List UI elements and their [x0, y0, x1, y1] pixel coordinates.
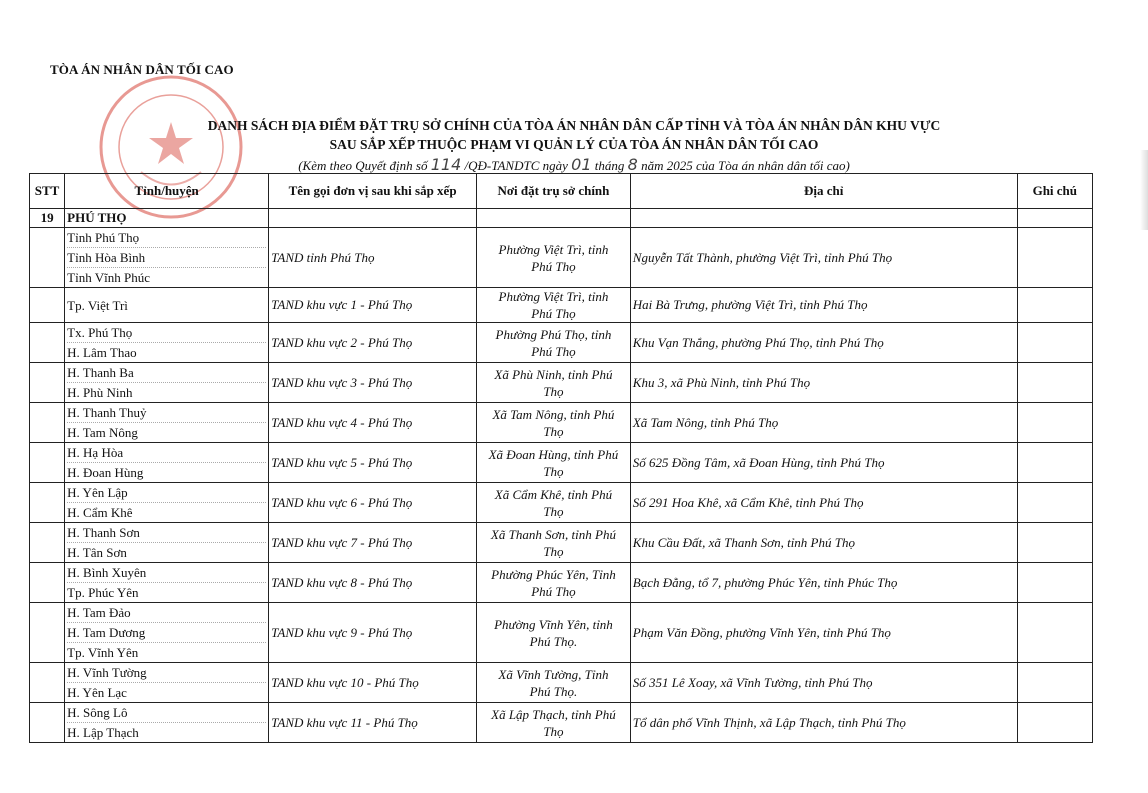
- address-cell: Tổ dân phố Vĩnh Thịnh, xã Lập Thạch, tỉnh Phú Thọ: [630, 703, 1017, 743]
- stt-cell: [30, 483, 65, 523]
- section-name: PHÚ THỌ: [65, 209, 269, 228]
- place-line: Phường Phú Thọ, tỉnh: [495, 326, 612, 342]
- header-stt: STT: [30, 174, 65, 209]
- place-line: Phú Thọ.: [529, 633, 578, 649]
- document-subtitle: (Kèm theo Quyết định số 114 /QĐ-TANDTC ngày 01 tháng 8 năm 2025 của Tòa án nhân dân tối cao): [298, 155, 850, 174]
- unit-cell: TAND khu vực 8 - Phú Thọ: [269, 563, 477, 603]
- note-cell: [1017, 443, 1092, 483]
- districts-cell: [65, 663, 269, 703]
- header-note: Ghi chú: [1017, 174, 1092, 209]
- stt-cell: [30, 563, 65, 603]
- place-line: Xã Thanh Sơn, tỉnh Phú: [490, 526, 616, 542]
- stt-cell: [30, 403, 65, 443]
- note-cell: [1017, 703, 1092, 743]
- place-line: Phường Việt Trì, tỉnh: [498, 289, 609, 304]
- district-name: Tỉnh Vĩnh Phúc: [67, 270, 150, 285]
- place-line: Phú Thọ: [531, 343, 576, 359]
- district-name: H. Lâm Thao: [67, 345, 137, 360]
- place-line: Thọ: [543, 723, 564, 739]
- handwritten-day: 01: [571, 155, 592, 174]
- unit-cell: TAND khu vực 11 - Phú Thọ: [269, 703, 477, 743]
- place-line: Thọ: [543, 383, 564, 399]
- header-province: Tỉnh/huyện: [65, 174, 269, 209]
- districts-cell: [65, 323, 269, 363]
- district-name: Tỉnh Hòa Bình: [67, 248, 266, 268]
- table-row: [30, 703, 1093, 743]
- district-name: H. Yên Lập: [67, 483, 266, 503]
- unit-cell: TAND khu vực 10 - Phú Thọ: [269, 663, 477, 703]
- district-name: Tp. Phúc Yên: [67, 585, 139, 600]
- address-cell: Hai Bà Trưng, phường Việt Trì, tỉnh Phú Thọ: [630, 288, 1017, 323]
- court-locations-table: [29, 173, 1093, 743]
- table-row: [30, 228, 1093, 288]
- place-cell: [477, 703, 631, 743]
- place-cell: [477, 603, 631, 663]
- place-cell: [477, 483, 631, 523]
- unit-cell: TAND khu vực 9 - Phú Thọ: [269, 603, 477, 663]
- document-title-line1: DANH SÁCH ĐỊA ĐIỂM ĐẶT TRỤ SỞ CHÍNH CỦA TÒA ÁN NHÂN DÂN CẤP TỈNH VÀ TÒA ÁN NHÂN DÂN KHU VỰC: [207, 118, 941, 133]
- districts-cell: [65, 523, 269, 563]
- district-name: Tỉnh Phú Thọ: [67, 228, 266, 248]
- district-name: H. Thanh Sơn: [67, 523, 266, 543]
- note-cell: [1017, 603, 1092, 663]
- place-line: Thọ: [543, 463, 564, 479]
- place-cell: [477, 563, 631, 603]
- table-row: [30, 483, 1093, 523]
- table-header-row: [30, 174, 1093, 209]
- address-cell: Phạm Văn Đồng, phường Vĩnh Yên, tỉnh Phú Thọ: [630, 603, 1017, 663]
- place-line: Phú Thọ.: [529, 683, 578, 699]
- place-line: Thọ: [543, 503, 564, 519]
- district-name: H. Đoan Hùng: [67, 465, 144, 480]
- table-row: [30, 663, 1093, 703]
- districts-cell: [65, 363, 269, 403]
- address-cell: Khu Vạn Thắng, phường Phú Thọ, tỉnh Phú Thọ: [630, 323, 1017, 363]
- stt-cell: [30, 228, 65, 288]
- note-cell: [1017, 403, 1092, 443]
- place-line: Thọ: [543, 543, 564, 559]
- place-line: Thọ: [543, 423, 564, 439]
- note-cell: [1017, 228, 1092, 288]
- note-cell: [1017, 523, 1092, 563]
- document-title-line2: SAU SẮP XẾP THUỘC PHẠM VI QUẢN LÝ CỦA TÒA ÁN NHÂN DÂN TỐI CAO: [329, 137, 819, 152]
- unit-cell: TAND khu vực 6 - Phú Thọ: [269, 483, 477, 523]
- stt-cell: [30, 523, 65, 563]
- district-name: H. Bình Xuyên: [67, 563, 266, 583]
- district-name: Tp. Việt Trì: [67, 297, 128, 313]
- section-number: 19: [30, 209, 65, 228]
- district-name: H. Phù Ninh: [67, 385, 133, 400]
- address-cell: Số 291 Hoa Khê, xã Cẩm Khê, tỉnh Phú Thọ: [630, 483, 1017, 523]
- district-name: Tp. Vĩnh Yên: [67, 645, 139, 660]
- stt-cell: [30, 363, 65, 403]
- districts-cell: [65, 228, 269, 288]
- districts-cell: [65, 288, 269, 323]
- unit-cell: TAND khu vực 7 - Phú Thọ: [269, 523, 477, 563]
- place-cell: [477, 228, 631, 288]
- handwritten-month: 8: [627, 155, 638, 174]
- unit-cell: TAND khu vực 1 - Phú Thọ: [269, 288, 477, 323]
- header-address: Địa chỉ: [630, 174, 1017, 209]
- unit-cell: TAND khu vực 5 - Phú Thọ: [269, 443, 477, 483]
- district-name: H. Tân Sơn: [67, 545, 127, 560]
- district-name: H. Sông Lô: [67, 703, 266, 723]
- place-line: Phú Thọ: [531, 583, 576, 599]
- stt-cell: [30, 603, 65, 663]
- place-cell: [477, 288, 631, 323]
- district-name: Tx. Phú Thọ: [67, 323, 266, 343]
- address-cell: Khu 3, xã Phù Ninh, tỉnh Phú Thọ: [630, 363, 1017, 403]
- place-cell: [477, 363, 631, 403]
- stt-cell: [30, 288, 65, 323]
- district-name: H. Tam Đảo: [67, 603, 266, 623]
- districts-cell: [65, 563, 269, 603]
- agency-name: TÒA ÁN NHÂN DÂN TỐI CAO: [50, 62, 234, 77]
- districts-cell: [65, 403, 269, 443]
- unit-cell: TAND khu vực 2 - Phú Thọ: [269, 323, 477, 363]
- stt-cell: [30, 323, 65, 363]
- stt-cell: [30, 703, 65, 743]
- table-row: [30, 523, 1093, 563]
- address-cell: Nguyễn Tất Thành, phường Việt Trì, tỉnh Phú Thọ: [630, 228, 1017, 288]
- place-line: Xã Cẩm Khê, tỉnh Phú: [494, 486, 613, 502]
- address-cell: Khu Cầu Đất, xã Thanh Sơn, tỉnh Phú Thọ: [630, 523, 1017, 563]
- districts-cell: [65, 603, 269, 663]
- place-line: Xã Phù Ninh, tỉnh Phú: [494, 366, 613, 382]
- unit-cell: TAND khu vực 3 - Phú Thọ: [269, 363, 477, 403]
- place-cell: [477, 403, 631, 443]
- table-row: [30, 563, 1093, 603]
- districts-cell: [65, 443, 269, 483]
- note-cell: [1017, 663, 1092, 703]
- note-cell: [1017, 363, 1092, 403]
- header-unit: Tên gọi đơn vị sau khi sắp xếp: [269, 174, 477, 209]
- note-cell: [1017, 483, 1092, 523]
- place-line: Phú Thọ: [531, 306, 576, 321]
- district-name: H. Tam Nông: [67, 425, 138, 440]
- place-line: Xã Tam Nông, tỉnh Phú: [492, 406, 615, 422]
- table-row: [30, 403, 1093, 443]
- header-place: Nơi đặt trụ sở chính: [477, 174, 631, 209]
- address-cell: Xã Tam Nông, tỉnh Phú Thọ: [630, 403, 1017, 443]
- address-cell: Số 351 Lê Xoay, xã Vĩnh Tường, tỉnh Phú Thọ: [630, 663, 1017, 703]
- handwritten-decision-number: 114: [430, 155, 462, 174]
- note-cell: [1017, 563, 1092, 603]
- place-line: Phường Phúc Yên, Tỉnh: [491, 566, 616, 582]
- district-name: H. Lập Thạch: [67, 725, 139, 740]
- table-row: [30, 288, 1093, 323]
- place-line: Xã Lập Thạch, tỉnh Phú: [491, 706, 616, 722]
- unit-cell: TAND tỉnh Phú Thọ: [269, 228, 477, 288]
- note-cell: [1017, 288, 1092, 323]
- district-name: H. Yên Lạc: [67, 685, 127, 700]
- place-line: Xã Đoan Hùng, tỉnh Phú: [488, 446, 619, 462]
- place-line: Xã Vĩnh Tường, Tỉnh: [498, 666, 609, 682]
- table-row: [30, 323, 1093, 363]
- section-row: [30, 209, 1093, 228]
- place-line: Phường Vĩnh Yên, tỉnh: [494, 616, 613, 632]
- stt-cell: [30, 663, 65, 703]
- place-line: Phường Việt Trì, tỉnh: [498, 241, 609, 257]
- district-name: H. Tam Dương: [67, 623, 266, 643]
- district-name: H. Vĩnh Tường: [67, 663, 266, 683]
- districts-cell: [65, 483, 269, 523]
- page-edge-shadow: [1140, 150, 1148, 230]
- note-cell: [1017, 323, 1092, 363]
- table-row: [30, 443, 1093, 483]
- district-name: H. Thanh Thuỷ: [67, 403, 266, 423]
- address-cell: Số 625 Đồng Tâm, xã Đoan Hùng, tỉnh Phú Thọ: [630, 443, 1017, 483]
- place-cell: [477, 663, 631, 703]
- table-row: [30, 603, 1093, 663]
- table-row: [30, 363, 1093, 403]
- place-cell: [477, 523, 631, 563]
- address-cell: Bạch Đằng, tổ 7, phường Phúc Yên, tỉnh Phúc Thọ: [630, 563, 1017, 603]
- district-name: H. Hạ Hòa: [67, 443, 266, 463]
- place-line: Phú Thọ: [531, 258, 576, 274]
- stt-cell: [30, 443, 65, 483]
- unit-cell: TAND khu vực 4 - Phú Thọ: [269, 403, 477, 443]
- place-cell: [477, 443, 631, 483]
- place-cell: [477, 323, 631, 363]
- districts-cell: [65, 703, 269, 743]
- district-name: H. Cẩm Khê: [67, 505, 133, 520]
- district-name: H. Thanh Ba: [67, 363, 266, 383]
